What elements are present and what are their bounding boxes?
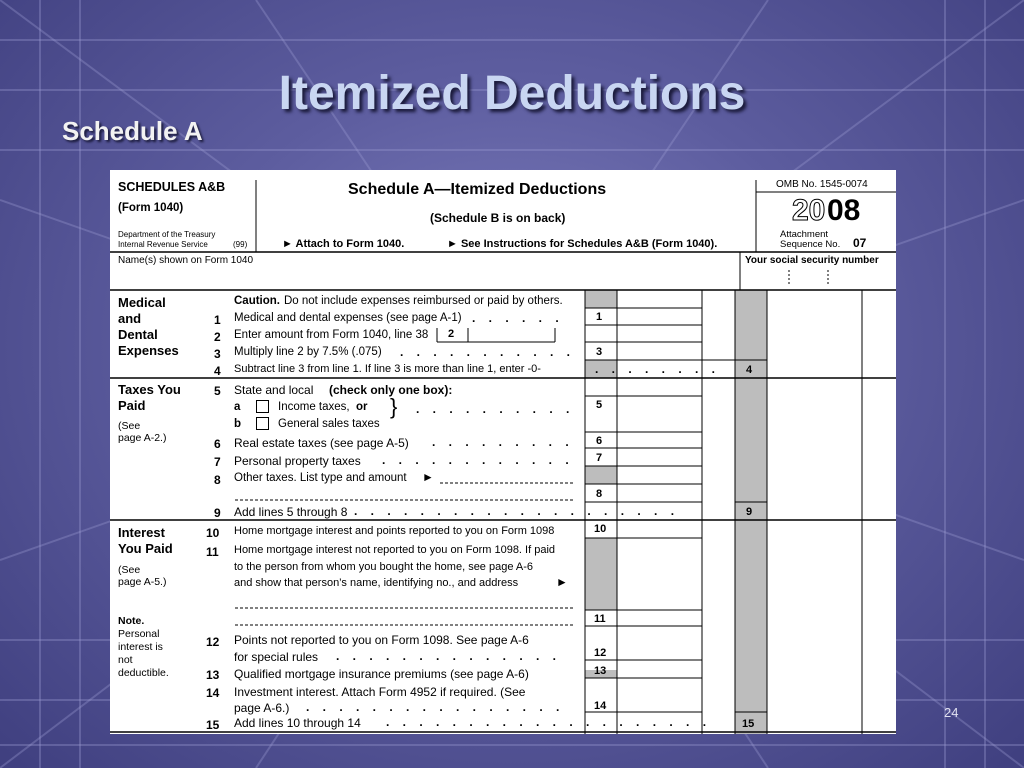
line-5a-letter: a [234,401,241,413]
line-2-label: Enter amount from Form 1040, line 38 [234,329,429,341]
box-number-6: 6 [596,435,603,447]
line-11-label-2: to the person from whom you bought the home, see page A-6 [234,561,534,573]
dept-line-2: Internal Revenue Service [118,240,208,249]
line-12-label-2: for special rules [234,650,319,664]
line-12-label-1: Points not reported to you on Form 1098. See page A-6 [234,633,529,647]
dept-line-1: Department of the Treasury [118,230,216,239]
line-number-2: 2 [214,330,221,344]
line-5a-label: Income taxes, [278,401,350,413]
slide-subtitle: Schedule A [62,116,203,146]
line-number-12: 12 [206,635,220,649]
inline-box-number-2: 2 [448,328,455,340]
line-15-label: Add lines 10 through 14 [234,716,361,730]
attach-instruction: ► Attach to Form 1040. [282,238,405,250]
line-9-leader: . . . . . . . . . . . . . . . . . . . . [354,504,680,518]
brace-icon: } [390,394,398,419]
line-11-label-3: and show that person’s name, identifying no., and address [234,577,519,589]
schedules-label: SCHEDULES A&B [118,180,226,194]
box-number-8: 8 [596,488,603,500]
attachment-label: Attachment [780,229,829,240]
line-4-leader: . . . . . . . . [595,362,721,376]
slide-title: Itemized Deductions [278,67,746,120]
sequence-number: 07 [853,236,867,250]
omb-number: OMB No. 1545-0074 [776,179,868,190]
line-number-3: 3 [214,347,221,361]
year-outline: 20 [792,194,826,227]
line-14-leader: . . . . . . . . . . . . . . . . [306,700,565,714]
schedule-a-form [110,170,896,734]
line-5-instruction: (check only one box): [329,383,453,397]
interest-see-1: (See [118,564,141,576]
line-number-15: 15 [206,718,220,732]
box-number-1: 1 [596,311,603,323]
line-number-4: 4 [214,364,221,378]
page-number: 24 [944,705,959,720]
interest-title-1: Interest [118,525,165,540]
year-bold: 08 [827,194,861,227]
box-number-5: 5 [596,399,603,411]
note-line-3: not [118,654,133,666]
medical-title-3: Dental [118,327,158,342]
line-9-label: Add lines 5 through 8 [234,505,348,519]
line-11-arrow-icon: ► [556,575,568,589]
sequence-label: Sequence No. [780,239,841,250]
line-14-label-2: page A-6.) [234,701,290,715]
line-8-label: Other taxes. List type and amount [234,472,407,484]
medical-title-2: and [118,311,142,326]
form-ref: (Form 1040) [118,202,184,214]
line-4-label: Subtract line 3 from line 1. If line 3 is more than line 1, enter -0- [234,363,541,375]
see-instructions: ► See Instructions for Schedules A&B (Form 1040). [447,238,718,250]
taxes-title-2: Paid [118,398,146,413]
dept-code: (99) [233,240,248,249]
line-14-label-1: Investment interest. Attach Form 4952 if required. (See [234,685,526,699]
note-title: Note. [118,615,145,627]
taxes-see-2: page A-2.) [118,432,167,444]
line-8-arrow-icon: ► [422,470,434,484]
interest-title-2: You Paid [118,541,173,556]
box-number-14: 14 [594,700,607,712]
line-7-leader: . . . . . . . . . . . . [382,453,574,467]
box-number-3: 3 [596,346,603,358]
line-number-14: 14 [206,686,220,700]
line-1-leader: . . . . . . [472,311,564,325]
box-number-10: 10 [594,523,607,535]
medical-title-4: Expenses [118,343,179,358]
line-13-label: Qualified mortgage insurance premiums (see page A-6) [234,667,529,681]
income-taxes-checkbox[interactable] [256,400,269,413]
line-number-8: 8 [214,473,221,487]
main-form-title: Schedule A—Itemized Deductions [348,181,607,198]
taxes-title-1: Taxes You [118,382,181,397]
line-3-leader: . . . . . . . . . . . [400,345,576,359]
name-field-label: Name(s) shown on Form 1040 [118,255,254,266]
box-number-7: 7 [596,452,603,464]
line-number-7: 7 [214,455,221,469]
line-5-label: State and local [234,383,314,397]
line-number-11: 11 [206,545,219,559]
box-number-11: 11 [594,613,606,625]
medical-title-1: Medical [118,295,166,310]
box-number-4: 4 [746,364,753,376]
note-line-1: Personal [118,628,160,640]
line-number-9: 9 [214,506,221,520]
form-subtitle: (Schedule B is on back) [430,211,566,225]
box-number-15: 15 [742,718,755,730]
line-11-label-1: Home mortgage interest not reported to you on Form 1098. If paid [234,544,556,556]
ssn-label: Your social security number [745,255,879,266]
interest-see-2: page A-5.) [118,576,167,588]
note-line-2: interest is [118,641,163,653]
line-number-1: 1 [214,313,221,327]
note-line-4: deductible. [118,667,169,679]
line-6-leader: . . . . . . . . . [432,435,574,449]
line-5b-label: General sales taxes [278,418,380,430]
taxes-see-1: (See [118,420,141,432]
caution-label: Caution. [234,295,280,307]
line-7-label: Personal property taxes [234,454,361,468]
box-number-9: 9 [746,506,753,518]
line-number-6: 6 [214,437,221,451]
line-number-13: 13 [206,668,220,682]
box-number-13: 13 [594,665,607,677]
line-number-5: 5 [214,384,221,398]
line-6-label: Real estate taxes (see page A-5) [234,436,409,450]
box-number-12: 12 [594,647,607,659]
line-5b-letter: b [234,418,242,430]
line-5-leader: . . . . . . . . . . [416,402,575,416]
line-15-leader: . . . . . . . . . . . . . . . . . . . . [386,715,712,729]
line-5a-or: or [356,401,368,413]
sales-taxes-checkbox[interactable] [256,417,269,430]
caution-text: Do not include expenses reimbursed or paid by others. [284,295,563,307]
line-number-10: 10 [206,526,220,540]
line-10-label: Home mortgage interest and points reported to you on Form 1098 [234,525,555,537]
line-12-leader: . . . . . . . . . . . . . . [336,649,562,663]
line-1-label: Medical and dental expenses (see page A-1) [234,312,462,324]
line-3-label: Multiply line 2 by 7.5% (.075) [234,346,382,358]
